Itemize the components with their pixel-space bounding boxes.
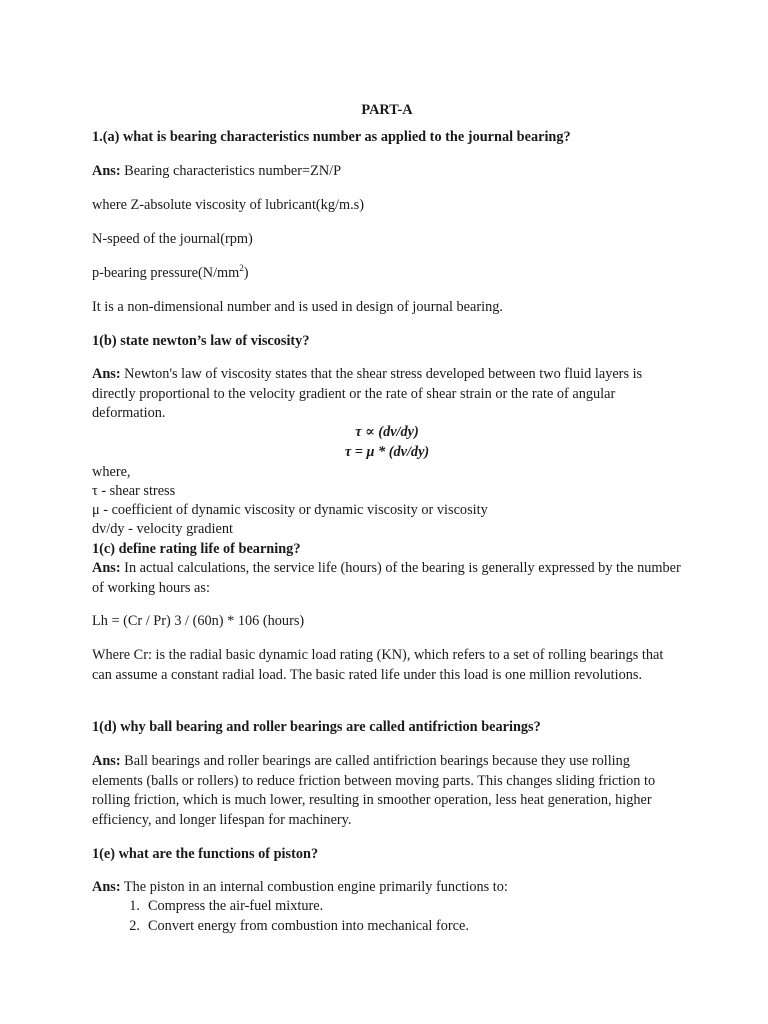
formula-proportional: τ ∝ (dv/dy) <box>355 424 419 440</box>
note-1a: It is a non-dimensional number and is used in design of journal bearing. <box>92 299 503 315</box>
list-item <box>92 917 682 937</box>
answer-label: Ans: <box>92 163 121 179</box>
formula-equation: τ = μ * (dv/dy) <box>344 444 430 460</box>
explanation-1c: Where Cr: is the radial basic dynamic load rating (KN), which refers to a set of rolling bearings that can assume a constant radial load. The basic rated life under this load is one million revolutions. <box>92 647 664 683</box>
definition-mu: μ - coefficient of dynamic viscosity or dynamic viscosity or viscosity <box>92 502 488 518</box>
question-1a: 1.(a) what is bearing characteristics number as applied to the journal bearing? <box>92 129 571 145</box>
answer-label: Ans: <box>92 560 121 576</box>
answer-text: The piston in an internal combustion engine primarily functions to: <box>120 879 508 895</box>
answer-label: Ans: <box>92 366 121 382</box>
definition-n: N-speed of the journal(rpm) <box>92 231 253 247</box>
formula-rating-life: Lh = (Cr / Pr) 3 / (60n) * 106 (hours) <box>92 613 305 629</box>
answer-label: Ans: <box>92 879 121 895</box>
question-1e: 1(e) what are the functions of piston? <box>92 846 319 862</box>
answer-text: Ball bearings and roller bearings are called antifriction bearings because they use rolling elements (balls or rollers) to reduce friction between moving parts. This changes sliding friction to rolling friction, which is much lower, resulting in smoother operation, less heat generation, higher efficiency, and longer lifespan for machinery. <box>92 753 656 828</box>
definition-z: where Z-absolute viscosity of lubricant(kg/m.s) <box>92 197 364 213</box>
question-1c: 1(c) define rating life of bearning? <box>92 541 301 557</box>
list-number: 2. <box>129 917 140 934</box>
answer-1e <box>92 878 682 898</box>
answer-text: Bearing characteristics number=ZN/P <box>120 163 342 179</box>
answer-label: Ans: <box>92 753 121 769</box>
answer-1a <box>92 162 682 182</box>
superscript: 2 <box>239 263 244 274</box>
definition-tau: τ - shear stress <box>92 483 176 499</box>
list-text: Convert energy from combustion into mechanical force. <box>148 917 469 934</box>
question-1d: 1(d) why ball bearing and roller bearings are called antifriction bearings? <box>92 719 541 735</box>
list-item <box>92 897 682 917</box>
list-text: Compress the air-fuel mixture. <box>148 898 324 914</box>
definition-gradient: dv/dy - velocity gradient <box>92 521 233 537</box>
where-label: where, <box>92 464 131 480</box>
functions-list <box>92 897 682 936</box>
answer-text: In actual calculations, the service life (hours) of the bearing is generally expressed by the number of working hours as: <box>92 560 681 596</box>
answer-1d <box>92 752 682 830</box>
definition-p: p-bearing $pressure(N/mm^2)$ <box>92 263 249 281</box>
question-1b: 1(b) state newton’s law of viscosity? <box>92 333 310 349</box>
answer-1c <box>92 559 682 598</box>
section-title: PART-A <box>361 102 413 118</box>
answer-text: Newton's law of viscosity states that the shear stress developed between two fluid layers is directly proportional to the velocity gradient or the rate of shear strain or the rate of angular deformation. <box>92 366 643 421</box>
list-number: 1. <box>129 898 140 914</box>
answer-1b <box>92 365 682 424</box>
